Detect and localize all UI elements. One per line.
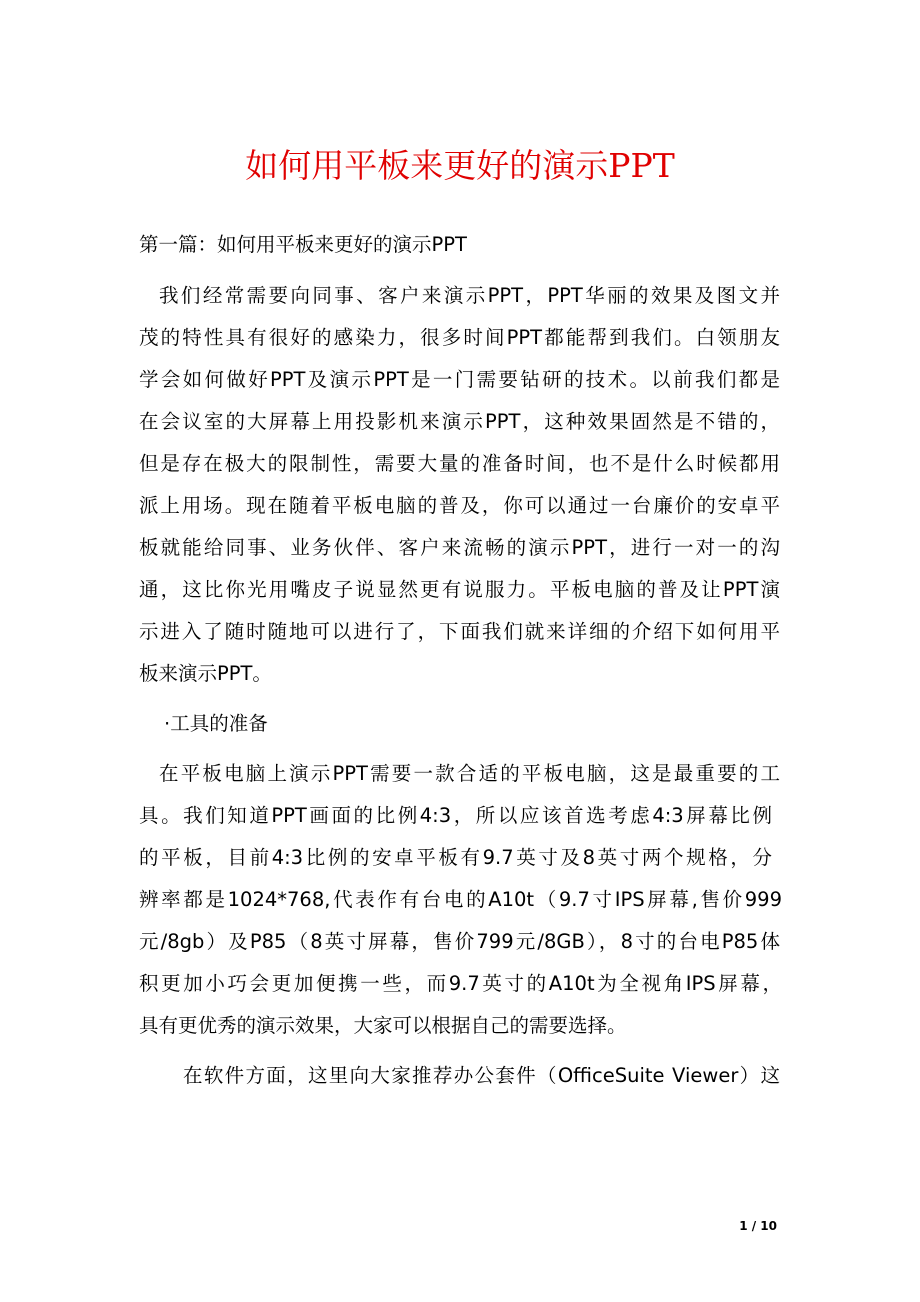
paragraph-line: 板就能给同事、业务伙伴、客户来流畅的演示PPT，进行一对一的沟 [139, 536, 780, 559]
paragraph-line: 学会如何做好PPT及演示PPT是一门需要钻研的技术。以前我们都是 [139, 368, 780, 391]
section-heading: 第一篇：如何用平板来更好的演示PPT [139, 233, 467, 256]
document-title: 如何用平板来更好的演示PPT [245, 146, 675, 185]
paragraph-line: 茂的特性具有很好的感染力，很多时间PPT都能帮到我们。白领朋友 [139, 326, 780, 349]
paragraph-line: 辨率都是1024*768,代表作有台电的A10t（9.7寸IPS屏幕,售价999 [139, 888, 782, 911]
paragraph-line: 具。我们知道PPT画面的比例4:3，所以应该首选考虑4:3屏幕比例 [139, 804, 772, 827]
page-number: 1 / 10 [739, 1219, 777, 1233]
paragraph-line: 积更加小巧会更加便携一些，而9.7英寸的A10t为全视角IPS屏幕， [139, 972, 782, 995]
paragraph-line: 板来演示PPT。 [139, 662, 272, 685]
paragraph-line: 在软件方面，这里向大家推荐办公套件（OfficeSuite Viewer）这 [183, 1064, 780, 1087]
paragraph-line: 示进入了随时随地可以进行了，下面我们就来详细的介绍下如何用平 [139, 620, 780, 643]
paragraph-line: 在平板电脑上演示PPT需要一款合适的平板电脑，这是最重要的工 [159, 762, 780, 785]
paragraph-line: 元/8gb）及P85（8英寸屏幕，售价799元/8GB），8寸的台电P85体 [139, 930, 780, 953]
subheading: ·工具的准备 [164, 712, 268, 735]
paragraph-line: 的平板，目前4:3比例的安卓平板有9.7英寸及8英寸两个规格，分 [139, 846, 772, 869]
paragraph-line: 但是存在极大的限制性，需要大量的准备时间，也不是什么时候都用 [139, 452, 780, 475]
paragraph-line: 具有更优秀的演示效果，大家可以根据自己的需要选择。 [139, 1014, 627, 1037]
paragraph-line: 在会议室的大屏幕上用投影机来演示PPT，这种效果固然是不错的， [139, 410, 780, 433]
paragraph-line: 派上用场。现在随着平板电脑的普及，你可以通过一台廉价的安卓平 [139, 494, 780, 517]
paragraph-line: 我们经常需要向同事、客户来演示PPT，PPT华丽的效果及图文并 [159, 284, 780, 307]
paragraph-line: 通，这比你光用嘴皮子说显然更有说服力。平板电脑的普及让PPT演 [139, 578, 780, 601]
